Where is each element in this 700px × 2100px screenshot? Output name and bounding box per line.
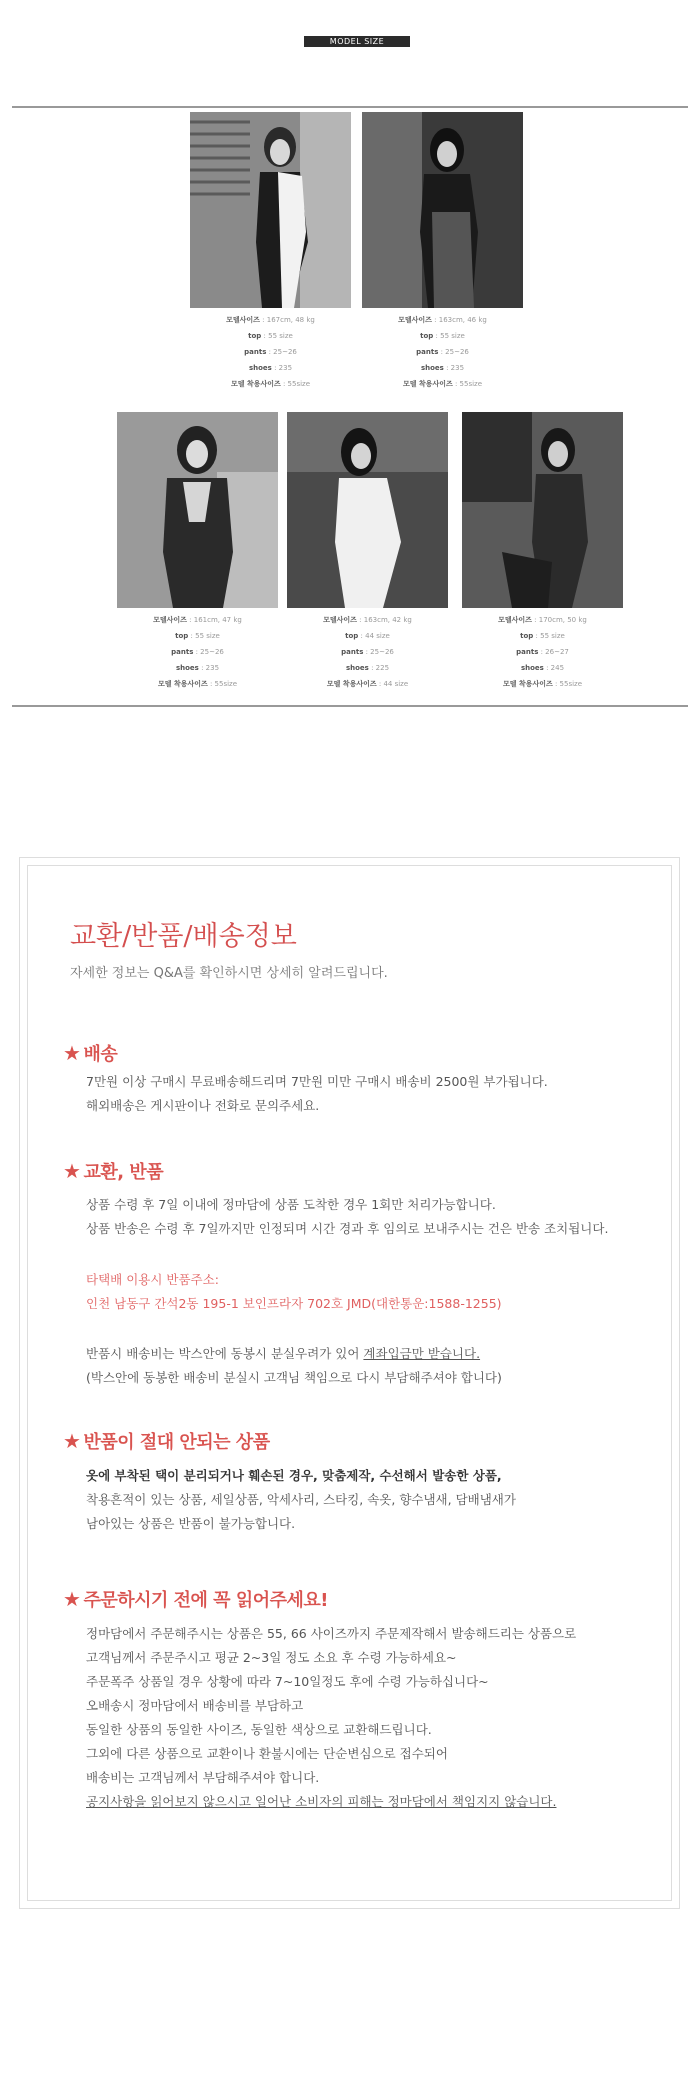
- model-photo-3: [117, 412, 278, 608]
- model-info-2: 모델사이즈 : 163cm, 46 kg top : 55 size pants : 25~26 shoes : 235 모델 착용사이즈 : 55size: [398, 316, 487, 388]
- model-size-badge: MODEL SIZE: [304, 36, 410, 47]
- model-info-3: 모델사이즈 : 161cm, 47 kg top : 55 size pants : 25~26 shoes : 235 모델 착용사이즈 : 55size: [153, 616, 242, 688]
- return-address: 타택배 이용시 반품주소: 인천 남동구 간석2동 195-1 보인프라자 702호 JMD(대한통운:1588-1255): [86, 1272, 502, 1311]
- policy-title: 교환/반품/배송정보: [70, 921, 297, 952]
- star-icon: ★: [63, 1041, 81, 1065]
- read-before-heading: ★ 주문하시기 전에 꼭 읽어주세요!: [63, 1587, 328, 1611]
- exchange-text: 상품 수령 후 7일 이내에 정마담에 상품 도착한 경우 1회만 처리가능합니다. 상품 반송은 수령 후 7일까지만 인정되며 시간 경과 후 임의로 보내주시는 건은 반송 조치됩니다.: [86, 1197, 609, 1236]
- model-info-5: 모델사이즈 : 170cm, 50 kg top : 55 size pants : 26~27 shoes : 245 모델 착용사이즈 : 55size: [498, 616, 587, 688]
- model-photo-5: [462, 412, 623, 608]
- star-icon: ★: [63, 1587, 81, 1611]
- top-divider: [12, 106, 688, 108]
- notice-disclaimer: 공지사항을 읽어보지 않으시고 일어난 소비자의 피해는 정마담에서 책임지지 않습니다.: [86, 1794, 557, 1809]
- return-fee-text: 반품시 배송비는 박스안에 동봉시 분실우려가 있어 계좌입금만 받습니다. (박스안에 동봉한 배송비 분실시 고객님 책임으로 다시 부담해주셔야 합니다): [86, 1346, 502, 1385]
- model-photo-1: [190, 112, 351, 308]
- shipping-heading: ★ 배송: [63, 1041, 118, 1065]
- star-icon: ★: [63, 1159, 81, 1183]
- model-photo-4: [287, 412, 448, 608]
- shipping-text: 7만원 이상 구매시 무료배송해드리며 7만원 미만 구매시 배송비 2500원 부가됩니다. 해외배송은 게시판이나 전화로 문의주세요.: [86, 1074, 548, 1113]
- model-info-1: 모델사이즈 : 167cm, 48 kg top : 55 size pants : 25~26 shoes : 235 모델 착용사이즈 : 55size: [226, 316, 315, 388]
- bottom-divider: [12, 705, 688, 707]
- no-return-text: 옷에 부착된 택이 분리되거나 훼손된 경우, 맞춤제작, 수선해서 발송한 상품, 착용흔적이 있는 상품, 세일상품, 악세사리, 스타킹, 속옷, 향수냄새, 담배냄새가 남아있는 상품은 반품이 불가능합니다.: [86, 1468, 516, 1531]
- no-return-heading: ★ 반품이 절대 안되는 상품: [63, 1429, 270, 1453]
- model-photo-2: [362, 112, 523, 308]
- model-info-4: 모델사이즈 : 163cm, 42 kg top : 44 size pants : 25~26 shoes : 225 모델 착용사이즈 : 44 size: [323, 616, 412, 688]
- exchange-heading: ★ 교환, 반품: [63, 1159, 164, 1183]
- star-icon: ★: [63, 1429, 81, 1453]
- policy-subtitle: 자세한 정보는 Q&A를 확인하시면 상세히 알려드립니다.: [70, 966, 388, 981]
- read-before-text: 정마담에서 주문해주시는 상품은 55, 66 사이즈까지 주문제작해서 발송해드리는 상품으로 고객님께서 주문주시고 평균 2~3일 정도 소요 후 수령 가능하세요~ 주문폭주 상품일 경우 상황에 따라 7~10일정도 후에 수령 가능하십니다~ 오배송시 정마담에서 배송비를 부담하고 동일한 상품의 동일한 사이즈, 동일한 색상으로 교환해드립니다. 그외에 다른 상품으로 교환이나 환불시에는 단순변심으로 접수되어 배송비는 고객님께서 부담해주셔야 합니다. 공지사항을 읽어보지 않으시고 일어난 소비자의 피해는 정마담에서 책임지지 않습니다.: [86, 1622, 576, 1814]
